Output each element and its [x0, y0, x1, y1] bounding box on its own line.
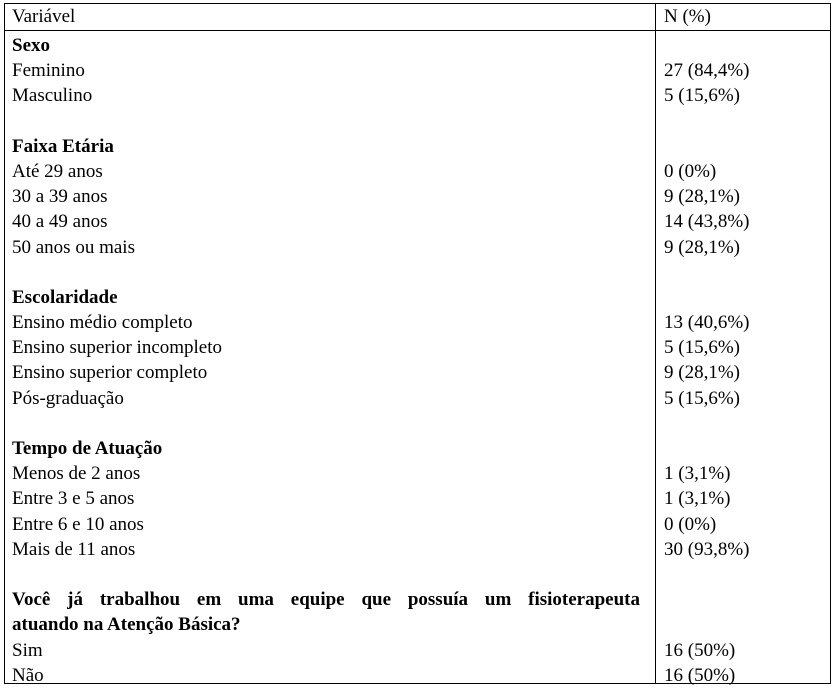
- table-row: [5, 310, 830, 335]
- row-label: Entre 6 e 10 anos: [12, 513, 144, 535]
- row-label: Ensino superior completo: [12, 362, 208, 384]
- question-title: [12, 587, 640, 637]
- row-label: 40 a 49 anos: [12, 211, 108, 233]
- row-value: 0 (0%): [664, 160, 717, 182]
- table-row: [5, 360, 830, 385]
- table-row: [5, 209, 830, 234]
- table-row: [5, 512, 830, 537]
- row-label: Ensino médio completo: [12, 312, 193, 334]
- table-body: [5, 33, 830, 688]
- row-value: 13 (40,6%): [664, 312, 750, 334]
- row-value: 0 (0%): [664, 513, 717, 535]
- table-row: [5, 184, 830, 209]
- table-row: [5, 638, 830, 663]
- section-title-row: [5, 33, 830, 58]
- row-label: Mais de 11 anos: [12, 538, 136, 560]
- table-row: [5, 83, 830, 108]
- row-value: 9 (28,1%): [664, 362, 740, 384]
- header-n-percent: N (%): [664, 6, 711, 27]
- row-label: Menos de 2 anos: [12, 463, 141, 485]
- question-line-1: Você já trabalhou em uma equipe que possuía um fisioterapeuta: [12, 589, 640, 611]
- section-title-row: [5, 134, 830, 159]
- row-label: 50 anos ou mais: [12, 236, 135, 258]
- row-value: 5 (15,6%): [664, 337, 740, 359]
- row-value: 14 (43,8%): [664, 211, 750, 233]
- row-value: 5 (15,6%): [664, 387, 740, 409]
- row-label: Feminino: [12, 60, 85, 82]
- section-title: Tempo de Atuação: [12, 438, 163, 459]
- data-table: [4, 3, 831, 684]
- row-value: 16 (50%): [664, 664, 736, 686]
- table-row: [5, 537, 830, 562]
- row-label: Não: [12, 664, 44, 686]
- table-row: [5, 58, 830, 83]
- row-label: 30 a 39 anos: [12, 186, 108, 208]
- table-row: [5, 663, 830, 688]
- table-row: [5, 335, 830, 360]
- section-title: Sexo: [12, 35, 50, 56]
- table-row: [5, 461, 830, 486]
- row-label: Masculino: [12, 85, 93, 107]
- row-label: Pós-graduação: [12, 387, 124, 409]
- section-title: Faixa Etária: [12, 135, 114, 157]
- question-title-row: [5, 587, 830, 637]
- row-value: 9 (28,1%): [664, 236, 740, 258]
- section-title-row: [5, 285, 830, 310]
- row-label: Entre 3 e 5 anos: [12, 488, 135, 510]
- table-header: [5, 4, 830, 31]
- section-title: Escolaridade: [12, 286, 118, 308]
- row-value: 16 (50%): [664, 639, 736, 661]
- row-value: 1 (3,1%): [664, 463, 731, 485]
- table-row: [5, 486, 830, 511]
- spacer-row: [5, 260, 830, 285]
- table-row: [5, 159, 830, 184]
- spacer-row: [5, 109, 830, 134]
- row-value: 27 (84,4%): [664, 60, 750, 82]
- table-row: [5, 235, 830, 260]
- table-row: [5, 386, 830, 411]
- section-title-row: [5, 436, 830, 461]
- row-label: Ensino superior incompleto: [12, 337, 223, 359]
- row-label: Até 29 anos: [12, 160, 103, 182]
- row-value: 1 (3,1%): [664, 488, 731, 510]
- row-value: 5 (15,6%): [664, 85, 740, 107]
- row-label: Sim: [12, 639, 43, 661]
- row-value: 30 (93,8%): [664, 538, 750, 560]
- spacer-row: [5, 411, 830, 436]
- header-variable: Variável: [12, 6, 76, 27]
- row-value: 9 (28,1%): [664, 186, 740, 208]
- spacer-row: [5, 562, 830, 587]
- question-line-2: atuando na Atenção Básica?: [12, 614, 241, 636]
